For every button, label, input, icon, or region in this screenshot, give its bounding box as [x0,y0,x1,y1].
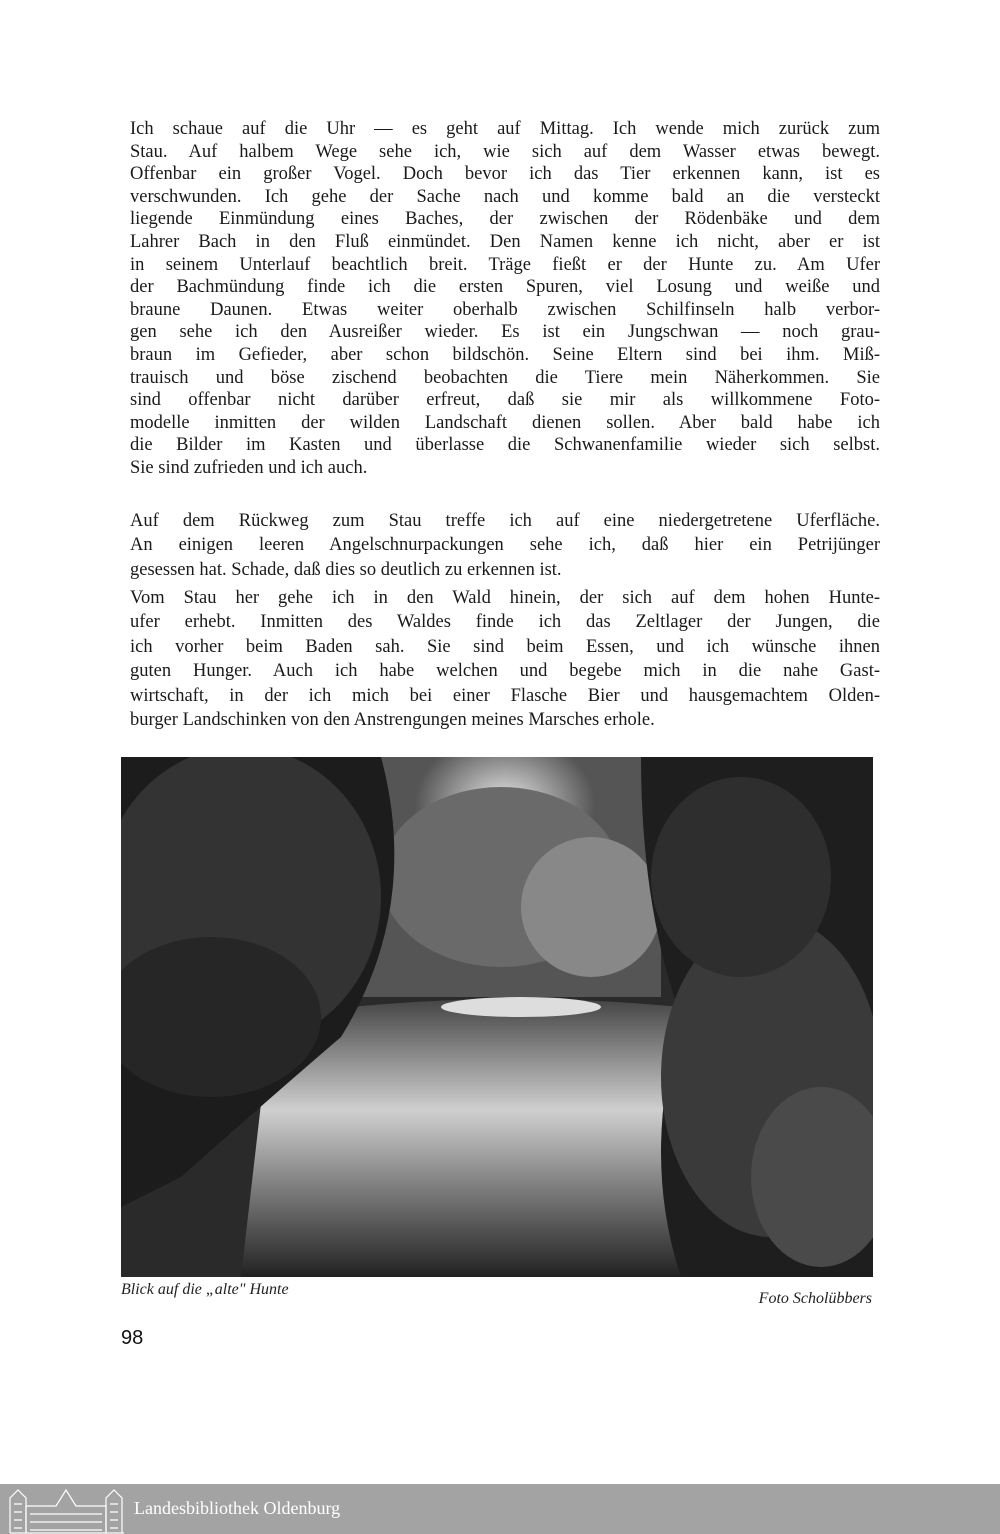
text-line: Auf dem Rückweg zum Stau treffe ich auf eine niedergetretene Uferfläche. [130,511,880,531]
photo-credit: Foto Scholübbers [758,1290,872,1307]
text-line: gen sehe ich den Ausreißer wieder. Es ist ein Jungschwan — noch grau- [130,322,880,343]
library-building-logo [8,1486,126,1534]
paragraph-2 [130,509,880,582]
text-line: ich vorher beim Baden sah. Sie sind beim Essen, und ich wünsche ihnen [130,636,880,657]
text-line: Sie sind zufrieden und ich auch. [130,457,368,478]
paragraph-1 [130,118,880,480]
text-line: Stau. Auf halbem Wege sehe ich, wie sich auf dem Wasser etwas bewegt. [130,141,880,162]
text-line: verschwunden. Ich gehe der Sache nach und komme bald an die versteckt [130,186,880,207]
river-photo [121,757,873,1277]
text-line: in seinem Unterlauf beachtlich breit. Träge fießt er der Hunte zu. Am Ufer [130,254,880,275]
text-line: der Bachmündung finde ich die ersten Spuren, viel Losung und weiße und [130,277,880,298]
text-line: modelle inmitten der wilden Landschaft dienen sollen. Aber bald habe ich [130,412,880,433]
text-line: wirtschaft, in der ich mich bei einer Flasche Bier und hausgemachtem Olden- [130,685,880,706]
text-line: Offenbar ein großer Vogel. Doch bevor ich das Tier erkennen kann, ist es [130,164,880,185]
text-line: burger Landschinken von den Anstrengungen meines Marsches erhole. [130,710,655,731]
page-number: 98 [121,1327,144,1349]
library-footer [0,1484,1000,1534]
text-line: liegende Einmündung eines Baches, der zwischen der Rödenbäke und dem [130,209,880,230]
text-line: Lahrer Bach in den Fluß einmündet. Den Namen kenne ich nicht, aber er ist [130,231,880,252]
text-line: ufer erhebt. Inmitten des Waldes finde ich das Zeltlager der Jungen, die [130,612,880,633]
text-line: gesessen hat. Schade, daß dies so deutlich zu erkennen ist. [130,559,562,580]
text-line: An einigen leeren Angelschnurpackungen sehe ich, daß hier ein Petrijünger [130,535,880,556]
paragraph-3 [130,586,880,732]
library-name: Landesbibliothek Oldenburg [134,1498,341,1518]
text-line: Vom Stau her gehe ich in den Wald hinein, der sich auf dem hohen Hunte- [130,588,880,608]
text-line: braune Daunen. Etwas weiter oberhalb zwischen Schilfinseln halb verbor- [130,299,880,320]
text-line: braun im Gefieder, aber schon bildschön. Seine Eltern sind bei ihm. Miß- [130,344,880,365]
text-line: Ich schaue auf die Uhr — es geht auf Mittag. Ich wende mich zurück zum [130,119,880,139]
text-line: sind offenbar nicht darüber erfreut, daß sie mir als willkommene Foto- [130,390,880,411]
figure-caption: Blick auf die „alte" Hunte [121,1281,289,1298]
text-line: trauisch und böse zischend beobachten die Tiere mein Näherkommen. Sie [130,367,880,388]
text-line: die Bilder im Kasten und überlasse die Schwanenfamilie wieder sich selbst. [130,435,880,456]
text-line: guten Hunger. Auch ich habe welchen und begebe mich in die nahe Gast- [130,661,880,682]
